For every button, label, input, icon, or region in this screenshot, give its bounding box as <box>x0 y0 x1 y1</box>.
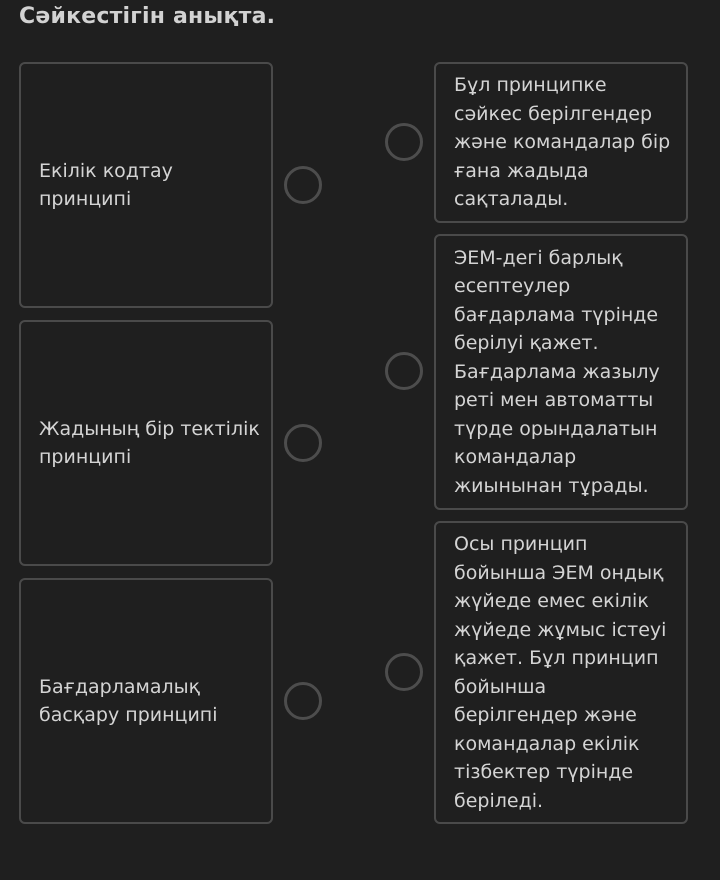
right-connector-dot-2[interactable] <box>385 352 423 390</box>
right-item-label: Осы принцип бойынша ЭЕМ ондық жүйеде емес екілік жүйеде жұмыс істеуі қажет. Бұл принцип бойынша берілгендер және командалар екілік тізбектер түрінде беріледі. <box>454 533 667 812</box>
left-connector-dot-1[interactable] <box>284 166 322 204</box>
left-item-1[interactable] <box>19 62 273 308</box>
left-item-label: Жадының бір тектілік принципі <box>39 417 260 468</box>
left-item-2[interactable] <box>19 320 273 566</box>
right-connector-dot-3[interactable] <box>385 653 423 691</box>
left-connector-dot-3[interactable] <box>284 682 322 720</box>
left-item-3[interactable] <box>19 578 273 824</box>
right-item-label: ЭЕМ-дегі барлық есептеулер бағдарлама түрінде берілуі қажет. Бағдарлама жазылу реті мен автоматты түрде орындалатын командалар жиынынан тұрады. <box>454 246 660 497</box>
right-item-3[interactable] <box>434 521 688 824</box>
left-connector-dot-2[interactable] <box>284 424 322 462</box>
left-item-label: Екілік кодтау принципі <box>39 159 173 210</box>
question-title: Сәйкестігін анықта. <box>19 4 276 29</box>
left-item-label: Бағдарламалық басқару принципі <box>39 675 218 726</box>
right-item-2[interactable] <box>434 234 688 510</box>
right-item-label: Бұл принципке сәйкес берілгендер және командалар бір ғана жадыда сақталады. <box>454 74 671 211</box>
right-connector-dot-1[interactable] <box>385 123 423 161</box>
right-item-1[interactable] <box>434 62 688 223</box>
